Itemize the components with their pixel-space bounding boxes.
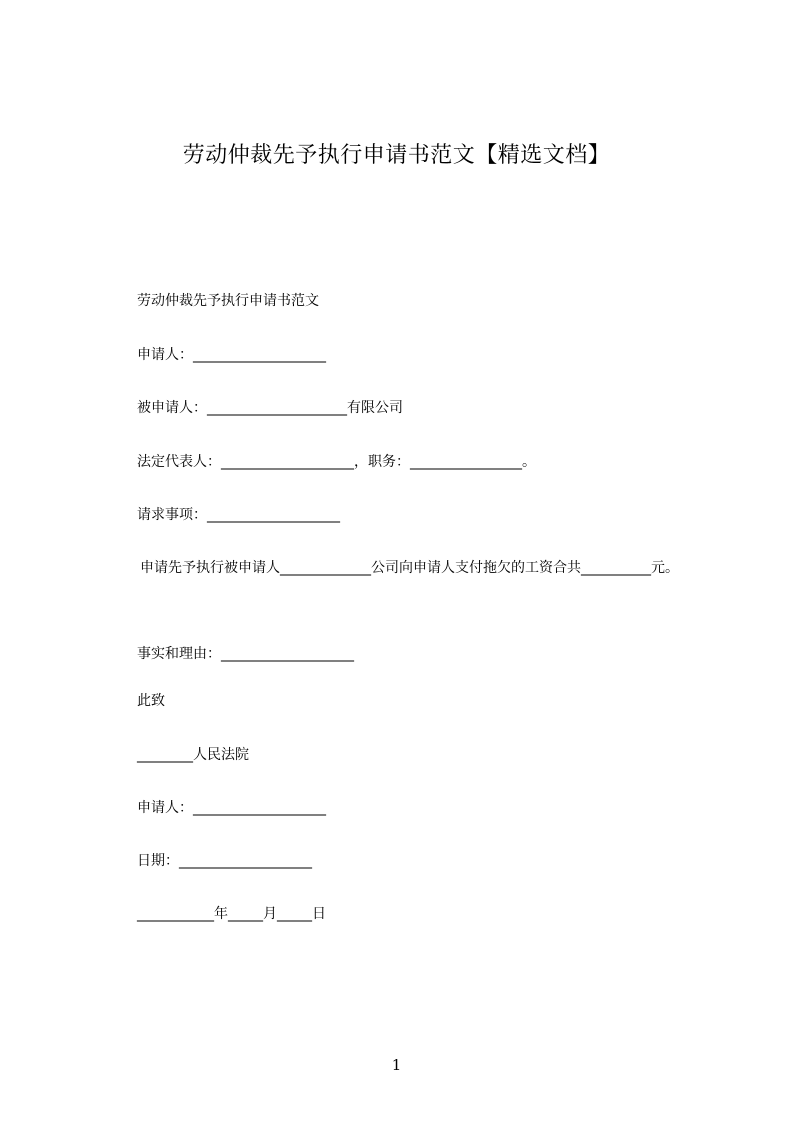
heading-line: 劳动仲裁先予执行申请书范文 (137, 293, 319, 309)
date-blanks-line: ___________年_____月_____日 (137, 906, 326, 922)
document-title: 劳动仲裁先予执行申请书范文【精选文档】 (182, 143, 611, 168)
respondent-line: 被申请人：____________________有限公司 (137, 400, 403, 416)
claims-line: 请求事项：___________________ (137, 507, 340, 523)
applicant-line: 申请人：___________________ (137, 347, 326, 363)
applicant-signature-line: 申请人：___________________ (137, 800, 326, 816)
facts-and-reasons-line: 事实和理由：___________________ (137, 646, 354, 662)
legal-representative-line: 法定代表人：___________________，职务：________________。 (137, 454, 536, 470)
date-line: 日期：___________________ (137, 853, 312, 869)
court-line: ________人民法院 (137, 747, 249, 763)
salutation-line: 此致 (137, 693, 165, 709)
page-number: 1 (391, 1056, 402, 1074)
claim-detail-paragraph: 申请先予执行被申请人_____________公司向申请人支付拖欠的工资合共__________元。 (140, 560, 679, 576)
